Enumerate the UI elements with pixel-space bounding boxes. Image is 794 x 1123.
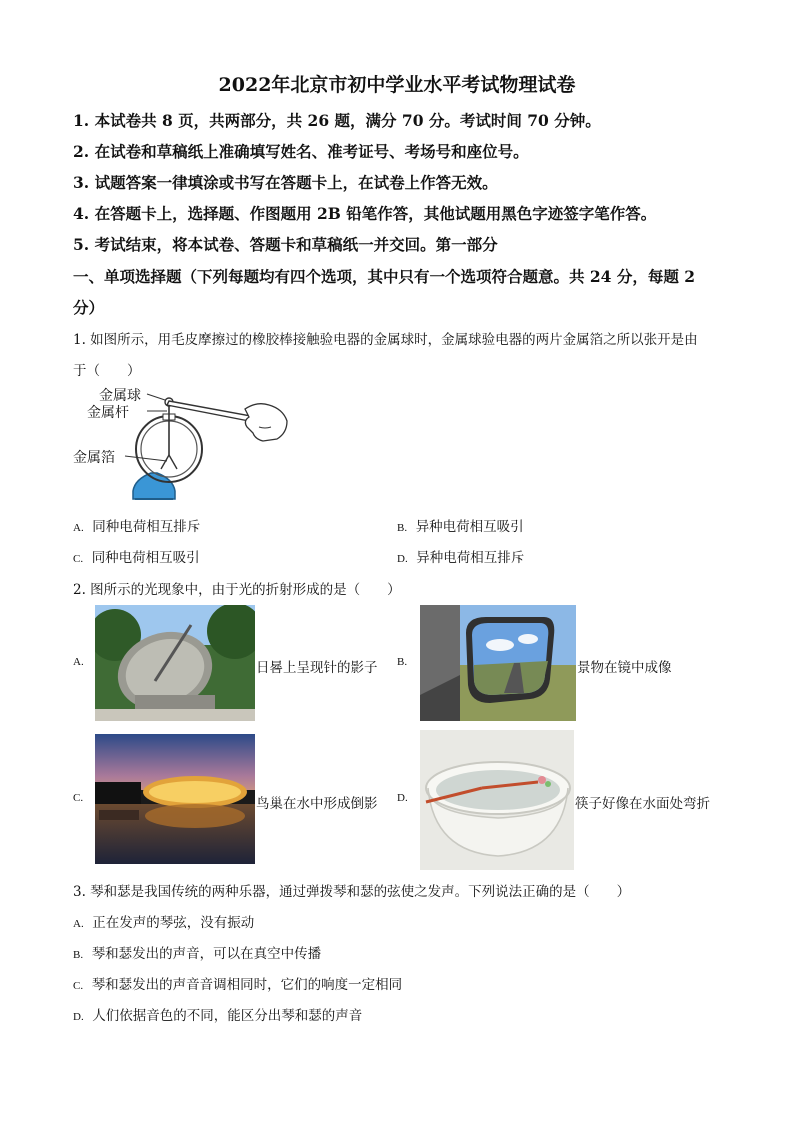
electroscope-figure bbox=[73, 383, 298, 508]
label-metal-rod: 金属杆 bbox=[87, 405, 129, 421]
metal-foil-left bbox=[161, 455, 169, 469]
q3-stem: 3. 琴和瑟是我国传统的两种乐器，通过弹拨琴和瑟的弦使之发声。下列说法正确的是（ ） bbox=[73, 884, 631, 900]
birds-nest-photo bbox=[95, 734, 255, 864]
car-mirror-photo bbox=[420, 605, 576, 721]
q1-stem-line1: 1. 如图所示，用毛皮摩擦过的橡胶棒接触验电器的金属球时，金属球验电器的两片金属箔之所以张开是由 bbox=[73, 332, 698, 348]
q2-option-a-letter: A. bbox=[73, 656, 84, 668]
q3-option-b: B. 琴和瑟发出的声音，可以在真空中传播 bbox=[73, 946, 322, 962]
metal-foil-right bbox=[169, 455, 177, 469]
q3-option-a: A. 正在发声的琴弦，没有振动 bbox=[73, 915, 255, 931]
section-heading-line1: 一、单项选择题（下列每题均有四个选项，其中只有一个选项符合题意。共 24 分，每题 2 bbox=[73, 267, 696, 286]
q2-option-c-caption: 鸟巢在水中形成倒影 bbox=[256, 796, 378, 812]
q3-option-d: D. 人们依据音色的不同，能区分出琴和瑟的声音 bbox=[73, 1008, 363, 1024]
q2-option-d-letter: D. bbox=[397, 792, 408, 804]
q1-option-a: A. 同种电荷相互排斥 bbox=[73, 519, 201, 535]
instruction-5: 5. 考试结束，将本试卷、答题卡和草稿纸一并交回。第一部分 bbox=[73, 235, 498, 254]
sundial-photo bbox=[95, 605, 255, 721]
instruction-2: 2. 在试卷和草稿纸上准确填写姓名、准考证号、考场号和座位号。 bbox=[73, 142, 529, 161]
q3-option-c: C. 琴和瑟发出的声音音调相同时，它们的响度一定相同 bbox=[73, 977, 403, 993]
q2-option-c-letter: C. bbox=[73, 792, 84, 804]
q1-option-c: C. 同种电荷相互吸引 bbox=[73, 550, 200, 566]
q1-stem-line2: 于（ ） bbox=[73, 363, 141, 379]
label-metal-foil: 金属箔 bbox=[73, 450, 115, 466]
exam-title: 2022年北京市初中学业水平考试物理试卷 bbox=[218, 74, 576, 96]
label-metal-ball: 金属球 bbox=[99, 388, 141, 404]
q2-option-a-caption: 日晷上呈现针的影子 bbox=[256, 660, 378, 676]
instruction-1: 1. 本试卷共 8 页，共两部分，共 26 题，满分 70 分。考试时间 70 分钟。 bbox=[73, 111, 601, 130]
section-heading-line2: 分） bbox=[73, 298, 105, 317]
instruction-3: 3. 试题答案一律填涂或书写在答题卡上，在试卷上作答无效。 bbox=[73, 173, 498, 192]
q2-option-b-letter: B. bbox=[397, 656, 408, 668]
q1-option-b: B. 异种电荷相互吸引 bbox=[397, 519, 524, 535]
q2-option-d-caption: 筷子好像在水面处弯折 bbox=[575, 796, 710, 812]
instruction-4: 4. 在答题卡上，选择题、作图题用 2B 铅笔作答，其他试题用黑色字迹签字笔作答。 bbox=[73, 204, 657, 223]
q2-option-b-caption: 景物在镜中成像 bbox=[577, 660, 672, 676]
chopsticks-bowl-photo bbox=[420, 730, 574, 870]
q2-stem: 2. 图所示的光现象中，由于光的折射形成的是（ ） bbox=[73, 582, 401, 598]
hand-drawing bbox=[245, 404, 287, 441]
q1-option-d: D. 异种电荷相互排斥 bbox=[397, 550, 525, 566]
